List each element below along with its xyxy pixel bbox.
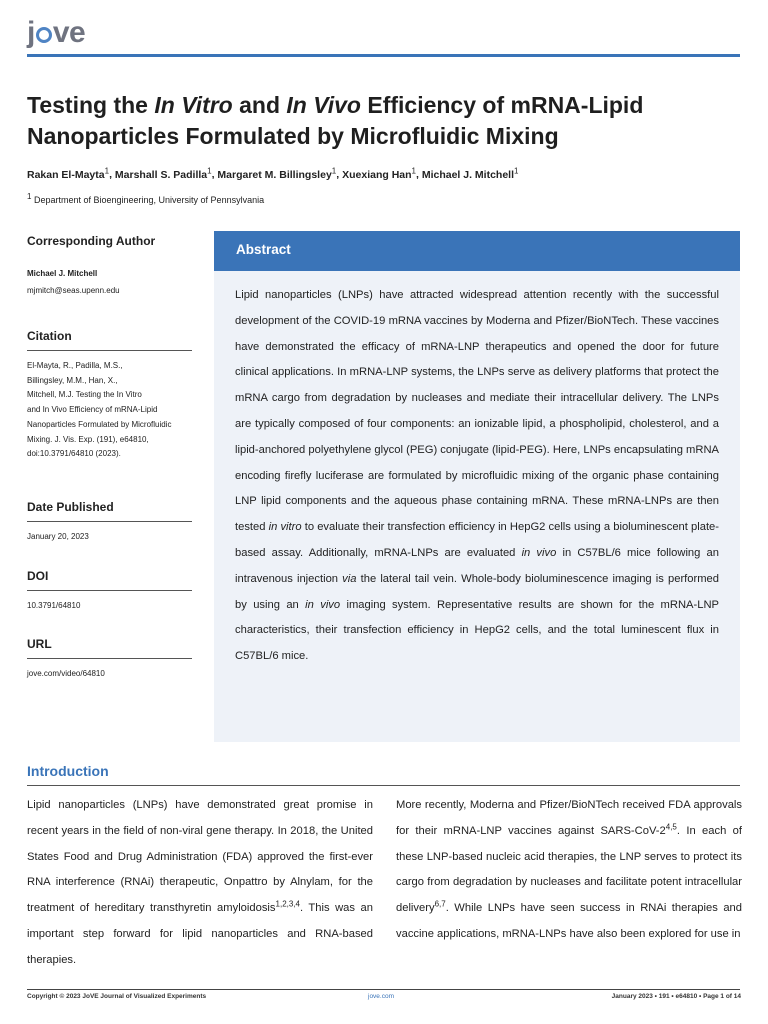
date-published-value: January 20, 2023 (27, 532, 89, 541)
abstract-box (214, 231, 740, 742)
author-name: Margaret M. Billingsley$^1$ (217, 166, 337, 181)
introduction-column-left: Lipid nanoparticles (LNPs) have demonstrated great promise in recent years in the field of non-viral gene therapy. In 2018, the United States Food and Drug Administration (FDA) approved the first-ever RNA interference (RNAi) therapeutic, Onpattro by Alnylam, for the treatment of hereditary transthyretin amyloidosis$^{1,2,3,4}$. This was an important step forward for lipid nanoparticles and RNA-based therapies. (27, 799, 373, 966)
corresponding-author-email[interactable]: mjmitch@seas.upenn.edu (27, 285, 120, 295)
article-title: Testing the In Vitro and In Vivo Efficiency of mRNA-Lipid Nanoparticles Formulated by Microfluidic Mixing (27, 92, 644, 149)
corresponding-author-section (27, 234, 192, 298)
url-section (27, 637, 192, 682)
corresponding-author-name: Michael J. Mitchell (27, 269, 98, 278)
doi-heading: DOI (27, 569, 192, 591)
affiliation: $^1$ Department of Bioengineering, University of Pennsylvania (27, 192, 265, 205)
abstract-heading: Abstract (214, 231, 740, 271)
footer-rule (27, 989, 740, 990)
footer-page-info: January 2023 • 191 • e64810 • Page 1 of 14 (611, 993, 741, 1000)
date-published-section (27, 500, 192, 545)
jove-logo: j ve (27, 16, 86, 49)
author-name: Xuexiang Han$^1$ (342, 166, 416, 181)
author-name: Marshall S. Padilla$^1$ (114, 166, 212, 181)
url-heading: URL (27, 637, 192, 659)
doi-value[interactable]: 10.3791/64810 (27, 601, 81, 610)
citation-text: El-Mayta, R., Padilla, M.S., Billingsley, M.M., Han, X., Mitchell, M.J. Testing the In Vitro and In Vivo Efficiency of mRNA-Lipid Nanoparticles Formulated by Microfluidic Mixing. J. Vis. Exp. (191), e64810, doi:10.3791/64810 (2023). (27, 361, 172, 459)
citation-section (27, 329, 192, 462)
introduction-rule (27, 785, 740, 786)
header-rule (27, 54, 740, 57)
date-published-heading: Date Published (27, 500, 192, 522)
footer-copyright: Copyright © 2023 JoVE Journal of Visualized Experiments (27, 993, 207, 1000)
author-name: Rakan El-Mayta$^1$ (27, 166, 110, 181)
author-list: Rakan El-Mayta$^1$, Marshall S. Padilla$^1$, Margaret M. Billingsley$^1$, Xuexiang Han$^1$, Michael J. Mitchell$^1$ (27, 166, 519, 181)
footer-link[interactable]: jove.com (368, 993, 395, 1000)
citation-heading: Citation (27, 329, 192, 351)
doi-section (27, 569, 192, 614)
corresponding-author-heading: Corresponding Author (27, 234, 156, 248)
abstract-body: Lipid nanoparticles (LNPs) have attracted widespread attention recently with the successful development of the COVID-19 mRNA vaccines by Moderna and Pfizer/BioNTech. These vaccines have demonstrated the efficacy of mRNA-LNP therapeutics and opened the door for future clinical applications. In mRNA-LNP systems, the LNPs serve as delivery platforms that protect the mRNA cargo from degradation by nucleases and mediate their intracellular delivery. The LNPs are typically composed of four components: an ionizable lipid, a phospholipid, cholesterol, and a lipid-anchored polyethylene glycol (PEG) conjugate (lipid-PEG). Here, LNPs encapsulating mRNA encoding firefly luciferase are formulated by microfluidic mixing of the organic phase containing LNP lipid components and the aqueous phase containing mRNA. These mRNA-LNPs are then tested in vitro to evaluate their transfection efficiency in HepG2 cells using a bioluminescent plate-based assay. Additionally, mRNA-LNPs are evaluated in vivo in C57BL/6 mice following an intravenous injection via the lateral tail vein. Whole-body bioluminescence imaging is performed by using an in vivo imaging system. Representative results are shown for the mRNA-LNP characteristics, their transfection efficiency in HepG2 cells, and the total luminescent flux in C57BL/6 mice. (235, 289, 719, 663)
author-name: Michael J. Mitchell$^1$ (421, 166, 519, 181)
logo-o-icon (36, 27, 52, 43)
introduction-heading: Introduction (27, 763, 109, 779)
introduction-column-right: More recently, Moderna and Pfizer/BioNTech received FDA approvals for their mRNA-LNP vaccines against SARS-CoV-2$^{4,5}$. In each of these LNP-based nucleic acid therapies, the LNP serves to protect its cargo from degradation by nucleases and facilitate potent intracellular delivery$^{6,7}$. While LNPs have seen success in RNAi therapies and vaccine applications, mRNA-LNPs have also been explored for use in (396, 799, 742, 940)
url-value[interactable]: jove.com/video/64810 (27, 669, 105, 678)
